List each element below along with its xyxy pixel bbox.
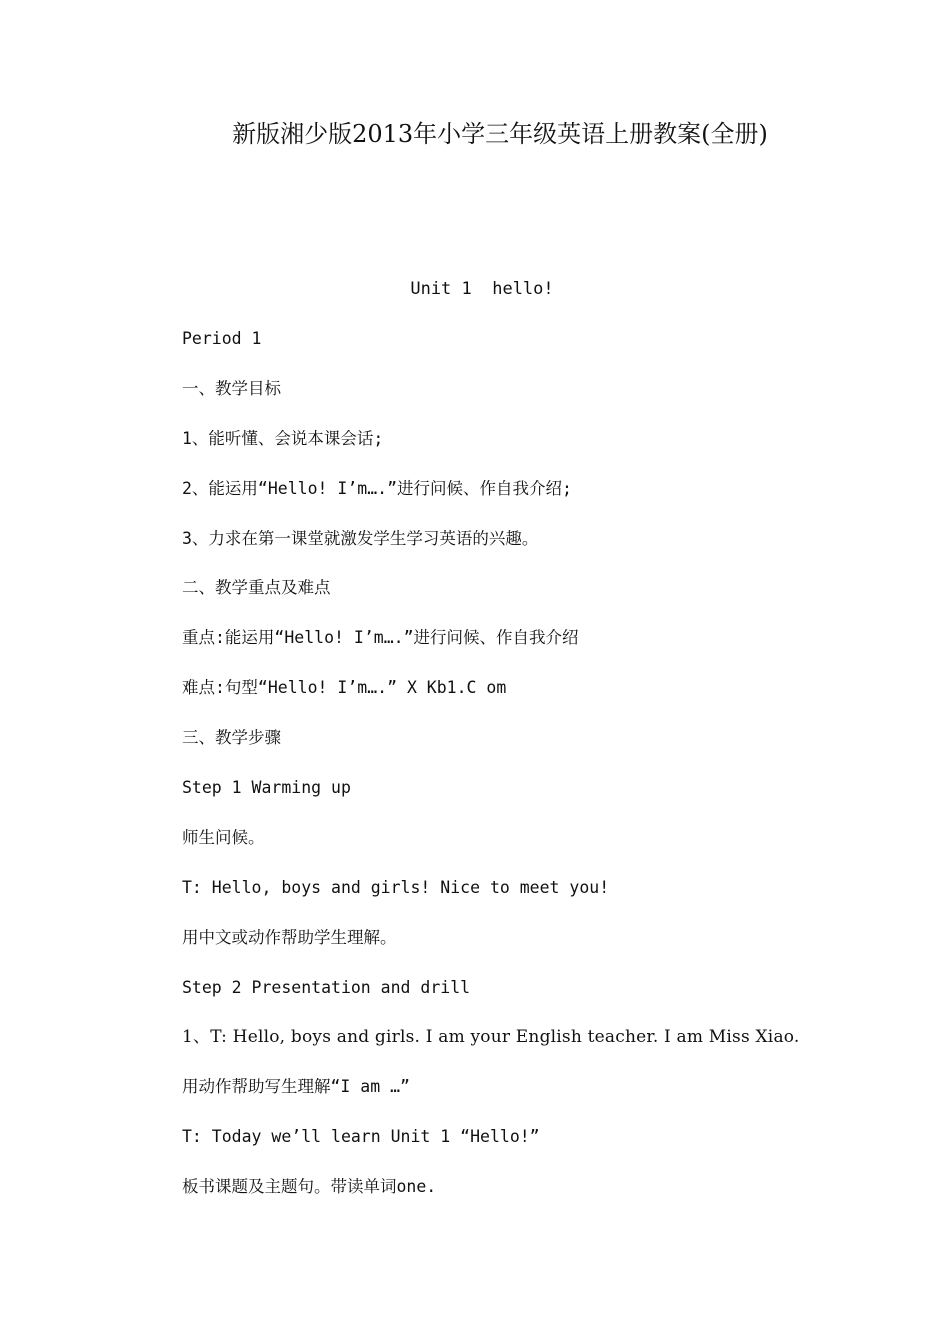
dialogue-line: T: Today we’ll learn Unit 1 “Hello!” — [182, 1127, 540, 1147]
dialogue-line: 1、T: Hello, boys and girls. I am your English teacher. I am Miss Xiao. — [182, 1027, 800, 1048]
unit-heading: Unit 1 hello! — [410, 279, 554, 299]
section-heading-steps: 三、教学步骤 — [182, 728, 281, 748]
paragraph-line: 用中文或动作帮助学生理解。 — [182, 927, 397, 947]
paragraph-line: 师生问候。 — [182, 827, 265, 847]
lesson-plan-body — [182, 326, 922, 1224]
document-title: 新版湘少版2013年小学三年级英语上册教案(全册) — [232, 120, 768, 148]
section-heading-key-points: 二、教学重点及难点 — [182, 578, 331, 598]
period-label: Period 1 — [182, 329, 262, 348]
step-heading: Step 2 Presentation and drill — [182, 977, 471, 997]
dialogue-line: T: Hello, boys and girls! Nice to meet you! — [182, 877, 610, 897]
difficulty-line: 难点:句型“Hello! I’m….” X Kb1.C om — [182, 678, 507, 698]
objective-item: 1、能听懂、会说本课会话; — [182, 428, 384, 448]
paragraph-line: 板书课题及主题句。带读单词one. — [182, 1177, 437, 1197]
key-point-line: 重点:能运用“Hello! I’m….”进行问候、作自我介绍 — [182, 628, 579, 648]
section-heading-objectives: 一、教学目标 — [182, 378, 281, 398]
step-heading: Step 1 Warming up — [182, 778, 351, 798]
paragraph-line: 用动作帮助写生理解“I am …” — [182, 1077, 410, 1097]
objective-item: 3、力求在第一课堂就激发学生学习英语的兴趣。 — [182, 528, 539, 548]
objective-item: 2、能运用“Hello! I’m….”进行问候、作自我介绍; — [182, 478, 572, 498]
